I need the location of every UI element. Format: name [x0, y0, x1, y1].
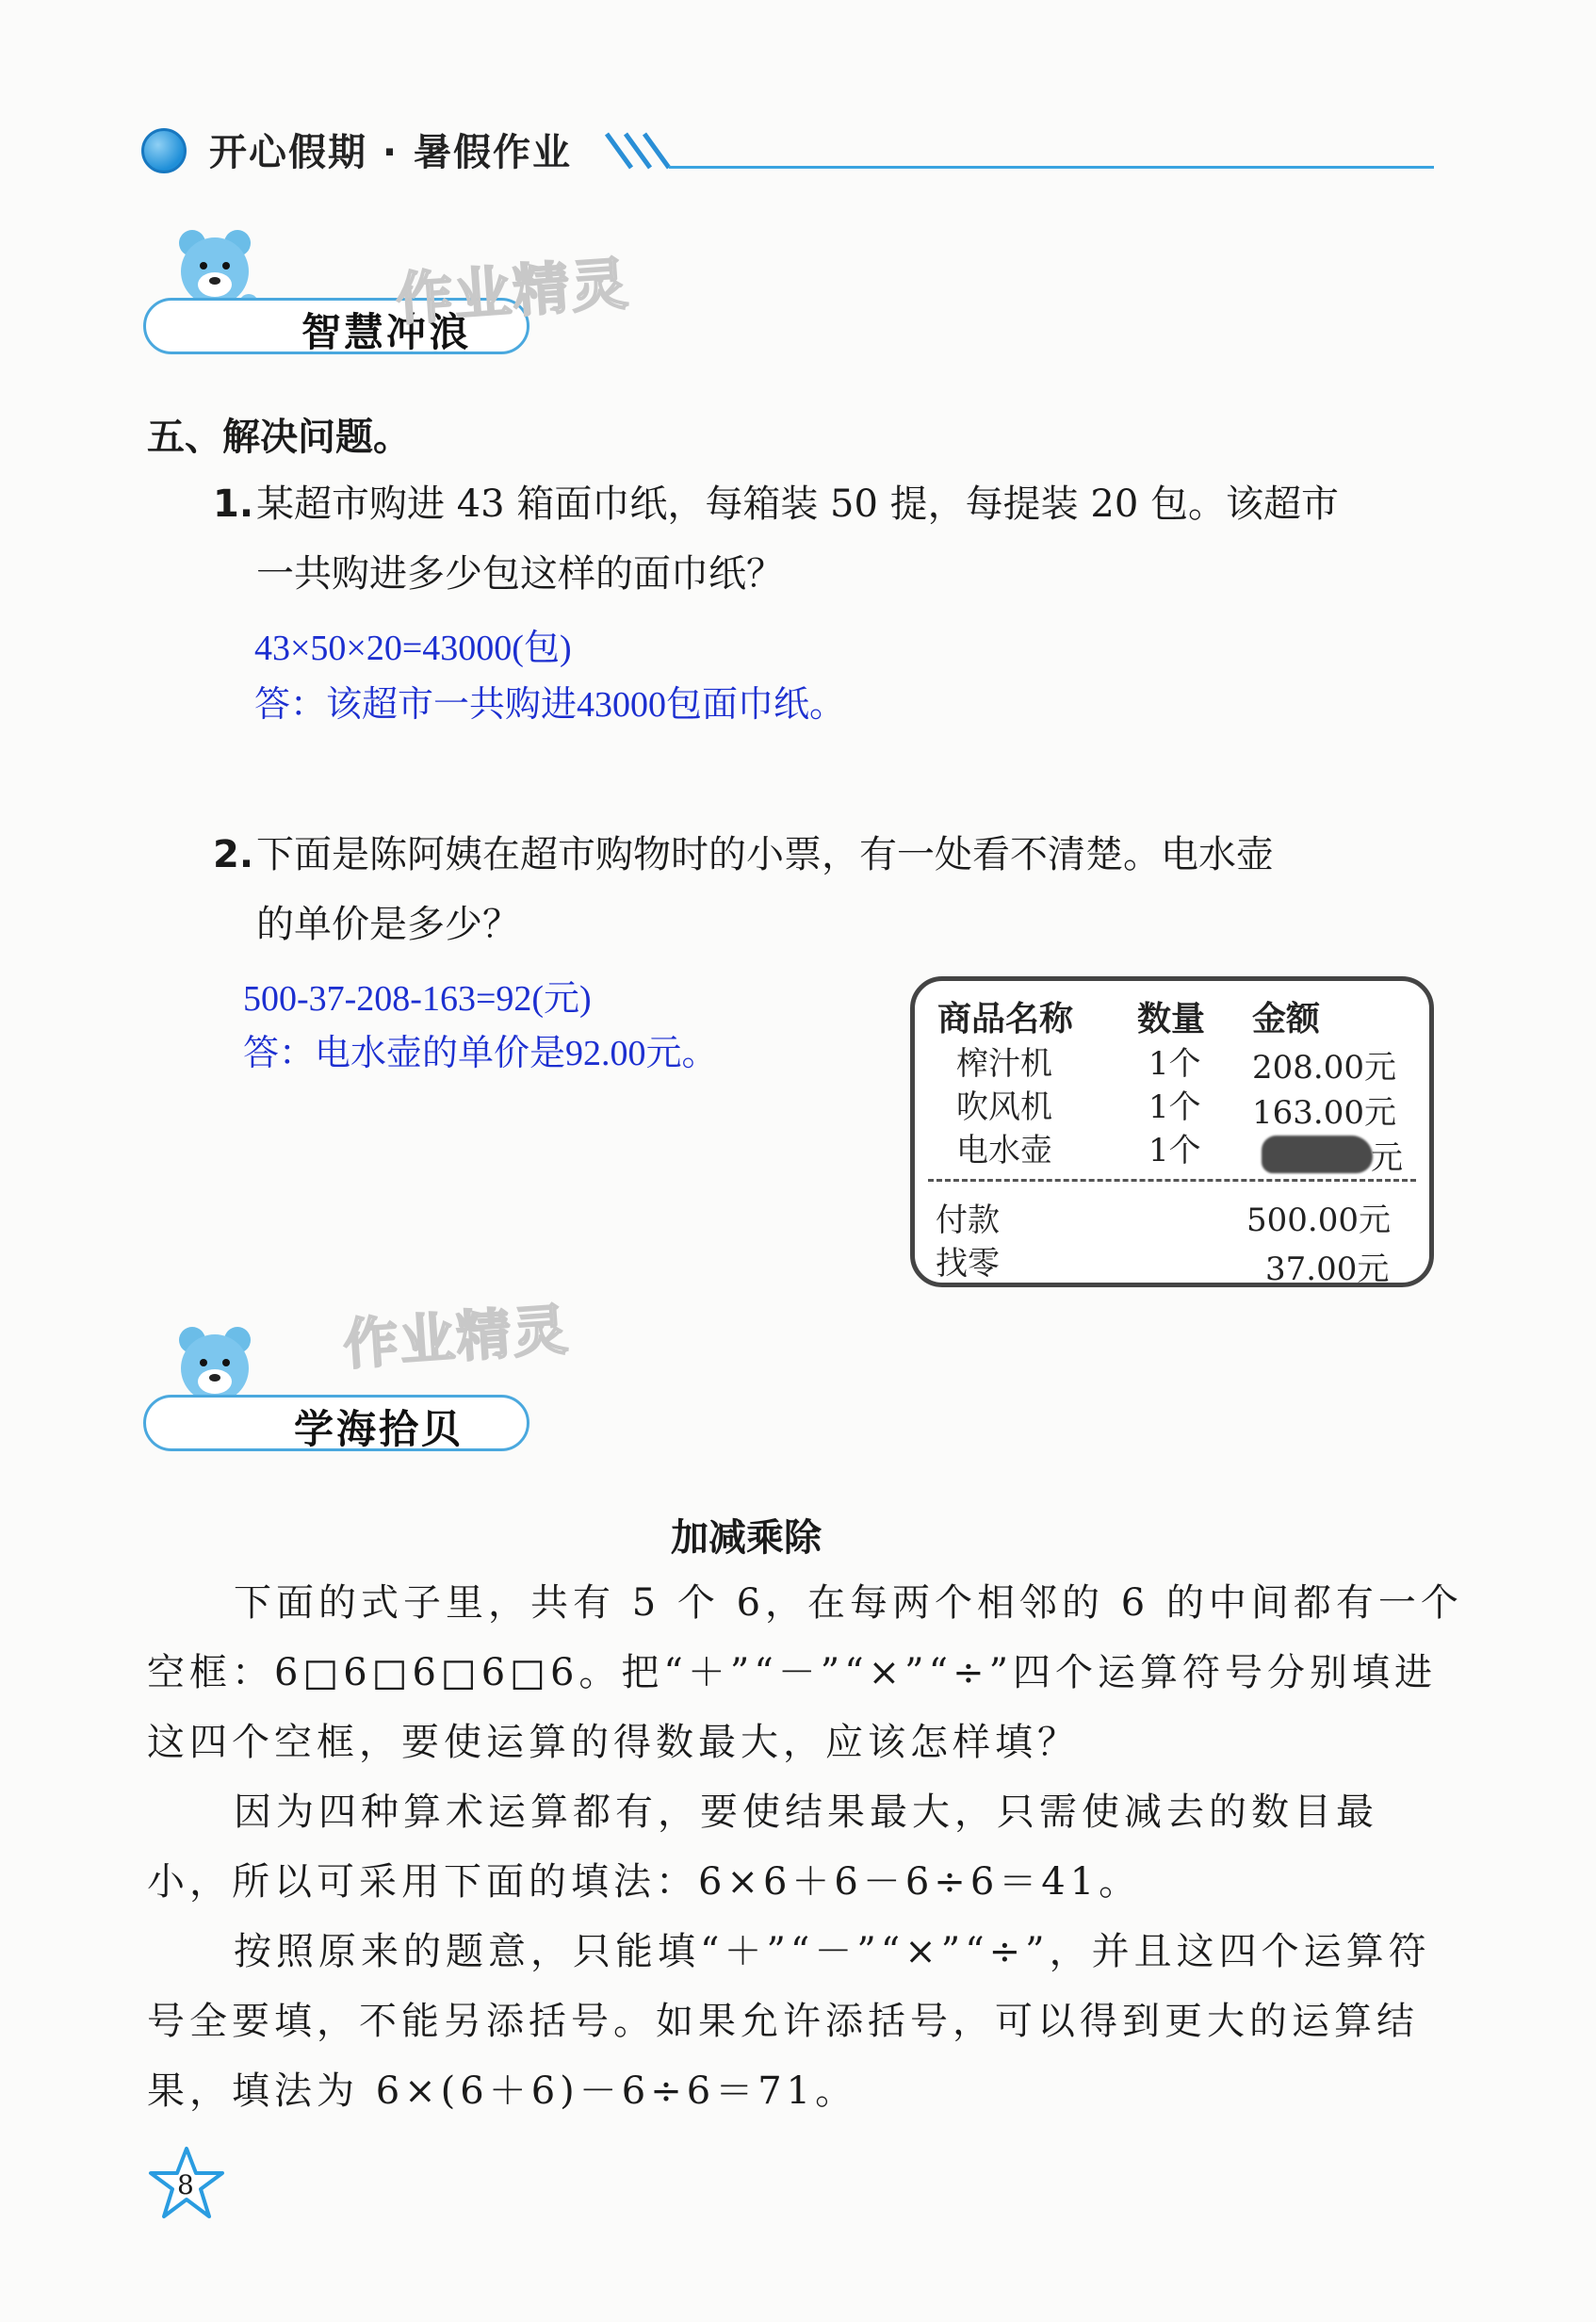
- header-rule: [669, 166, 1434, 169]
- article-line: 小，所以可采用下面的填法：6×6＋6－6÷6＝41。: [147, 1860, 1142, 1904]
- receipt-item-qty: 1个: [1148, 1045, 1201, 1083]
- page-number: 8: [177, 2169, 194, 2200]
- header-title: 开心假期 · 暑假作业: [209, 131, 573, 174]
- article-line: 空框：6□6□6□6□6。把“＋”“－”“×”“÷”四个运算符号分别填进: [147, 1651, 1438, 1694]
- watermark: 作业精灵: [394, 251, 632, 334]
- q2-line1: 下面是陈阿姨在超市购物时的小票，有一处看不清楚。电水壶: [256, 833, 1274, 876]
- q1-line1: 某超市购进 43 箱面巾纸，每箱装 50 提，每提装 20 包。该超市: [256, 482, 1339, 526]
- receipt-item-name: 电水壶: [956, 1132, 1052, 1169]
- q1-answer-calc: 43×50×20=43000(包): [254, 629, 572, 668]
- q2-answer-text: 答：电水壶的单价是92.00元。: [243, 1034, 718, 1073]
- receipt-item-qty: 1个: [1148, 1088, 1201, 1126]
- q1-answer-text: 答：该超市一共购进43000包面巾纸。: [254, 685, 846, 725]
- article-line: 因为四种算术运算都有，要使结果最大，只需使减去的数目最: [234, 1791, 1378, 1834]
- receipt-paid-value: 500.00元: [1246, 1202, 1391, 1239]
- q2-answer-calc: 500-37-208-163=92(元): [243, 979, 592, 1019]
- receipt-header-name: 商品名称: [937, 1000, 1074, 1038]
- receipt-smudge: [1262, 1136, 1373, 1173]
- header-circle-icon: [141, 128, 187, 173]
- article-line: 号全要填，不能另添括号。如果允许添括号，可以得到更大的运算结: [147, 2000, 1419, 2043]
- article-line: 这四个空框，要使运算的得数最大，应该怎样填？: [147, 1721, 1080, 1764]
- article-line: 下面的式子里，共有 5 个 6，在每两个相邻的 6 的中间都有一个: [234, 1581, 1463, 1625]
- receipt-divider: [928, 1179, 1416, 1182]
- receipt-item-name: 吹风机: [956, 1088, 1052, 1126]
- receipt-change-label: 找零: [936, 1245, 1000, 1283]
- receipt-item-name: 榨汁机: [956, 1045, 1052, 1083]
- receipt-item-amount: 163.00元: [1252, 1094, 1396, 1132]
- q2-line2: 的单价是多少？: [256, 903, 520, 946]
- section-badge-label: 学海拾贝: [294, 1406, 464, 1452]
- receipt: [910, 976, 1434, 1287]
- article-line: 按照原来的题意，只能填“＋”“－”“×”“÷”，并且这四个运算符: [234, 1930, 1431, 1973]
- receipt-header-qty: 数量: [1137, 1000, 1206, 1038]
- problems-heading: 五、解决问题。: [147, 416, 411, 459]
- q1-number: 1.: [213, 482, 254, 526]
- receipt-item-amount: 208.00元: [1252, 1049, 1396, 1087]
- article-title: 加减乘除: [671, 1516, 822, 1560]
- receipt-header-amount: 金额: [1252, 1000, 1321, 1038]
- article-line: 果，填法为 6×(6＋6)－6÷6＝71。: [147, 2069, 858, 2113]
- watermark: 作业精灵: [341, 1297, 572, 1378]
- q2-number: 2.: [213, 833, 254, 876]
- q1-line2: 一共购进多少包这样的面巾纸？: [256, 552, 784, 596]
- receipt-item-qty: 1个: [1148, 1132, 1201, 1169]
- receipt-item-amount: 元: [1371, 1139, 1403, 1177]
- section-badge-label: 智慧冲浪: [301, 309, 472, 355]
- receipt-paid-label: 付款: [936, 1202, 1000, 1239]
- receipt-change-value: 37.00元: [1265, 1251, 1390, 1288]
